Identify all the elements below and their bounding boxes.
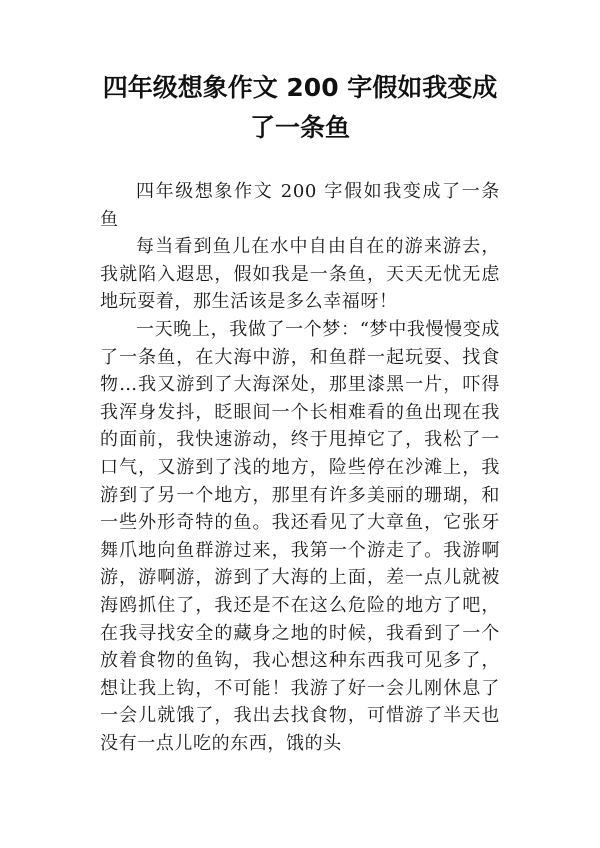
- paragraph-subtitle: 四年级想象作文 200 字假如我变成了一条鱼: [100, 181, 500, 230]
- document-body: [100, 178, 500, 757]
- paragraph-dream: 一天晚上，我做了一个梦：“梦中我慢慢变成了一条鱼，在大海中游，和鱼群一起玩耍、找食物…我又游到了大海深处，那里漆黑一片，吓得我浑身发抖，眨眼间一个长相难看的鱼出现在我的面前，我快速游动，终于甩掉它了，我松了一口气，又游到了浅的地方，险些停在沙滩上，我游到了另一个地方，那里有许多美丽的珊瑚，和一些外形奇特的鱼。我还看见了大章鱼，它张牙舞爪地向鱼群游过来，我第一个游走了。我游啊游，游啊游，游到了大海的上面，差一点儿就被海鸥抓住了，我还是不在这么危险的地方了吧，在我寻找安全的藏身之地的时候，我看到了一个放着食物的鱼钩，我心想这种东西我可见多了，想让我上钩，不可能！我游了好一会儿刚休息了一会儿就饿了，我出去找食物，可惜游了半天也没有一点儿吃的东西，饿的头: [100, 318, 500, 754]
- document-title: 四年级想象作文 200 字假如我变成了一条鱼: [102, 73, 498, 142]
- paragraph-intro: 每当看到鱼儿在水中自由自在的游来游去，我就陷入遐思，假如我是一条鱼，天天无忧无虑地玩耍着，那生活该是多么幸福呀！: [100, 236, 500, 313]
